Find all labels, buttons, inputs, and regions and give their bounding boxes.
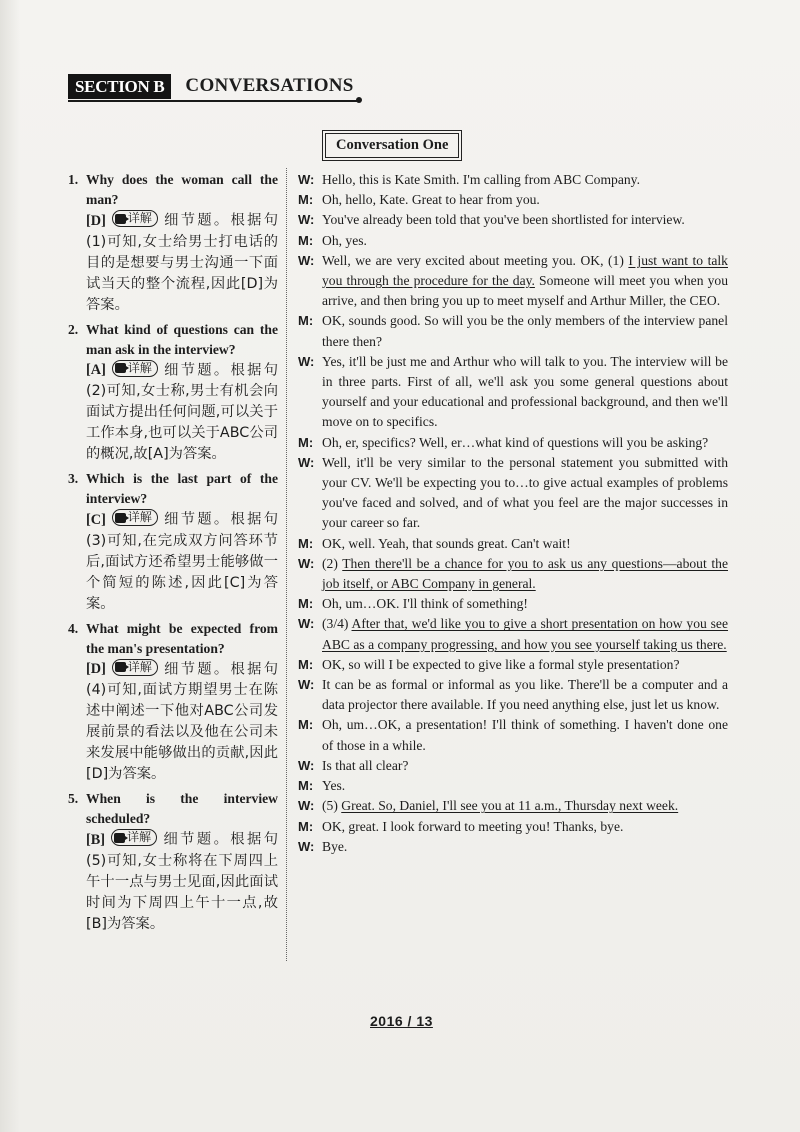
- answer-letter: [D]: [86, 212, 106, 229]
- utterance-text: (2): [322, 555, 343, 571]
- utterance: [322, 655, 728, 675]
- utterance: [322, 796, 728, 816]
- explanation-badge: [112, 210, 158, 227]
- speaker-label: M:: [298, 596, 314, 612]
- utterance-text: OK, sounds good. So will you be the only members of the interview panel there then?: [322, 313, 728, 349]
- question-text: When is the interview scheduled?: [86, 791, 278, 826]
- question-text: Why does the woman call the man?: [86, 172, 278, 207]
- question-row: [68, 789, 278, 829]
- page-edge: [0, 0, 20, 1132]
- speaker-label: W:: [298, 252, 315, 268]
- dialogue-line: [298, 251, 728, 312]
- badge-label: 详解: [127, 659, 152, 674]
- utterance-text: (5): [322, 798, 342, 814]
- section-header: [68, 72, 354, 100]
- dialogue-line: [298, 231, 728, 251]
- question-number: 1.: [68, 172, 79, 187]
- speaker-label: W:: [298, 838, 315, 854]
- page-number: 2016 / 13: [370, 1013, 433, 1029]
- utterance-text: OK, well. Yeah, that sounds great. Can't wait!: [322, 535, 571, 551]
- dialogue-line: [298, 170, 728, 190]
- book-icon: [115, 363, 126, 373]
- dialogue-line: [298, 594, 728, 614]
- speaker-label: M:: [298, 434, 314, 450]
- explanation-text: 细节题。根据句(2)可知,女士称,男士有机会向面试方提出任何问题,可以关于工作本身,也可以关于ABC公司的概况,故[A]为答案。: [86, 362, 278, 462]
- explanation-badge: [111, 829, 157, 846]
- questions-column: [68, 170, 278, 939]
- speaker-label: M:: [298, 313, 314, 329]
- question-item: [68, 170, 278, 316]
- utterance-text: Oh, er, specifics? Well, er…what kind of questions will you be asking?: [322, 434, 709, 450]
- utterance-text: Oh, yes.: [322, 232, 367, 248]
- utterance-text: You've already been told that you've been shortlisted for interview.: [322, 212, 685, 228]
- utterance: [322, 433, 728, 453]
- utterance: [322, 170, 728, 190]
- question-row: [68, 170, 278, 210]
- badge-label: 详解: [127, 510, 152, 524]
- dialogue-line: [298, 534, 728, 554]
- underlined-answer-text: Then there'll be a chance for you to ask us any questions—about the job itself, or ABC Company in general.: [322, 555, 728, 592]
- dialogue-line: [298, 655, 728, 675]
- explanation-badge: [112, 360, 158, 377]
- speaker-label: W:: [298, 353, 315, 369]
- book-icon: [115, 214, 126, 224]
- utterance: [322, 756, 728, 776]
- dialogue-line: [298, 190, 728, 210]
- dialogue-line: [298, 756, 728, 776]
- utterance: [322, 311, 728, 351]
- explanation-badge: [112, 659, 158, 676]
- question-row: [68, 320, 278, 360]
- dialogue-line: [298, 210, 728, 230]
- speaker-label: M:: [298, 192, 314, 208]
- question-number: 3.: [68, 471, 79, 486]
- utterance: [322, 453, 728, 534]
- utterance-text: Oh, hello, Kate. Great to hear from you.: [322, 192, 540, 208]
- utterance: [322, 231, 728, 251]
- section-rule: [68, 100, 358, 102]
- question-text: What might be expected from the man's presentation?: [86, 620, 278, 656]
- utterance-text: Oh, um…OK, a presentation! I'll think of something. I haven't done one of those in a while.: [322, 717, 728, 753]
- question-number: 2.: [68, 321, 79, 337]
- question-item: [68, 320, 278, 466]
- utterance-text: (3/4): [322, 616, 352, 632]
- speaker-label: W:: [298, 212, 315, 228]
- utterance: [322, 594, 728, 614]
- utterance-text: Well, it'll be very similar to the personal statement you submitted with your CV. We'll be expecting you to…to give actual examples of problems you've faced and solved, and of what you feel are the major successes in your career so far.: [322, 454, 728, 531]
- utterance-text: It can be as formal or informal as you like. There'll be a computer and a data projector there available. If you need anything else, just let us know.: [322, 677, 728, 713]
- dialogue-line: [298, 311, 728, 351]
- utterance: [322, 614, 728, 654]
- conversation-title: Conversation One: [325, 133, 459, 158]
- section-tag: SECTION B: [68, 74, 171, 99]
- utterance-text: Oh, um…OK. I'll think of something!: [322, 596, 528, 612]
- speaker-label: M:: [298, 535, 314, 551]
- explanation-badge: [112, 509, 158, 526]
- utterance-text: Is that all clear?: [322, 757, 409, 773]
- utterance: [322, 817, 728, 837]
- speaker-label: W:: [298, 616, 315, 632]
- utterance-text: Yes.: [322, 778, 346, 794]
- utterance-text: OK, so will I be expected to give like a formal style presentation?: [322, 656, 680, 672]
- dialogue-line: [298, 433, 728, 453]
- section-dot: [356, 97, 362, 103]
- speaker-label: M:: [298, 656, 314, 672]
- utterance: [322, 352, 728, 433]
- dialogue-line: [298, 554, 728, 594]
- speaker-label: M:: [298, 818, 314, 834]
- question-number: 4.: [68, 620, 79, 636]
- dialogue-line: [298, 715, 728, 755]
- utterance: [322, 251, 728, 312]
- underlined-answer-text: Great. So, Daniel, I'll see you at 11 a.m., Thursday next week.: [341, 798, 679, 814]
- speaker-label: M:: [298, 778, 314, 794]
- dialogue-line: [298, 817, 728, 837]
- book-icon: [114, 833, 125, 843]
- underlined-answer-text: I just want to talk you through the procedure for the day.: [322, 252, 728, 289]
- question-text: What kind of questions can the man ask in the interview?: [86, 321, 278, 357]
- answer-block: [86, 210, 278, 316]
- answer-block: [86, 829, 278, 935]
- utterance-text-cont: Someone will meet you when you arrive, and then bring you up to meet myself and Arthur Miller, the CEO.: [322, 273, 728, 309]
- badge-label: 详解: [127, 360, 152, 375]
- question-item: [68, 789, 278, 935]
- question-row: [68, 619, 278, 659]
- underlined-answer-text: After that, we'd like you to give a short presentation on how you see ABC as a company progressing, and how you see yourself taking us there.: [322, 616, 729, 652]
- utterance-text: Yes, it'll be just me and Arthur who will talk to you. The interview will be in three parts. First of all, we'll ask you some general questions about yourself and your educational and professional background, and then we'll move on to specifics.: [322, 353, 728, 430]
- utterance: [322, 837, 728, 857]
- utterance-text: Well, we are very excited about meeting you. OK, (1): [322, 252, 629, 268]
- utterance-text: Hello, this is Kate Smith. I'm calling from ABC Company.: [322, 172, 640, 187]
- question-item: [68, 469, 278, 615]
- book-icon: [115, 662, 126, 672]
- dialogue-line: [298, 614, 728, 654]
- speaker-label: M:: [298, 717, 314, 733]
- question-item: [68, 619, 278, 786]
- dialogue-line: [298, 453, 728, 534]
- column-divider: [286, 168, 287, 961]
- answer-block: [86, 659, 278, 786]
- speaker-label: W:: [298, 677, 315, 693]
- explanation-text: 细节题。根据句(4)可知,面试方期望男士在陈述中阐述一下他对ABC公司发展前景的看法以及他在公司未来发展中能够做出的贡献,因此[D]为答案。: [86, 661, 278, 782]
- speaker-label: W:: [298, 798, 315, 814]
- question-row: [68, 469, 278, 509]
- dialogue-line: [298, 776, 728, 796]
- explanation-text: 细节题。根据句(5)可知,女士称将在下周四上午十一点与男士见面,因此面试时间为下周四上午十一点,故[B]为答案。: [86, 831, 278, 932]
- utterance-text: OK, great. I look forward to meeting you! Thanks, bye.: [322, 818, 624, 834]
- answer-letter: [D]: [86, 661, 106, 677]
- utterance: [322, 776, 728, 796]
- answer-block: [86, 509, 278, 615]
- utterance: [322, 715, 728, 755]
- book-icon: [115, 513, 126, 523]
- utterance: [322, 534, 728, 554]
- speaker-label: W:: [298, 172, 315, 187]
- utterance: [322, 190, 728, 210]
- question-text: Which is the last part of the interview?: [86, 471, 278, 506]
- dialogue-line: [298, 796, 728, 816]
- explanation-text: 细节题。根据句(1)可知,女士给男士打电话的目的是想要与男士沟通一下面试当天的整个流程,因此[D]为答案。: [86, 212, 278, 313]
- utterance: [322, 554, 728, 594]
- badge-label: 详解: [127, 211, 152, 225]
- explanation-text: 细节题。根据句(3)可知,在完成双方问答环节后,面试方还希望男士能够做一个简短的陈述,因此[C]为答案。: [86, 511, 278, 612]
- answer-block: [86, 360, 278, 466]
- conversation-title-box: [322, 130, 462, 161]
- speaker-label: M:: [298, 232, 314, 248]
- speaker-label: W:: [298, 454, 315, 470]
- answer-letter: [B]: [86, 831, 106, 848]
- dialogue-line: [298, 352, 728, 433]
- speaker-label: W:: [298, 757, 315, 773]
- badge-label: 详解: [127, 830, 152, 844]
- utterance: [322, 210, 728, 230]
- transcript: [298, 170, 728, 857]
- section-title: CONVERSATIONS: [185, 75, 354, 96]
- utterance: [322, 675, 728, 715]
- answer-letter: [C]: [86, 511, 106, 528]
- utterance-text: Bye.: [322, 838, 348, 854]
- question-number: 5.: [68, 791, 79, 806]
- speaker-label: W:: [298, 555, 315, 571]
- answer-letter: [A]: [86, 362, 106, 378]
- dialogue-line: [298, 837, 728, 857]
- dialogue-line: [298, 675, 728, 715]
